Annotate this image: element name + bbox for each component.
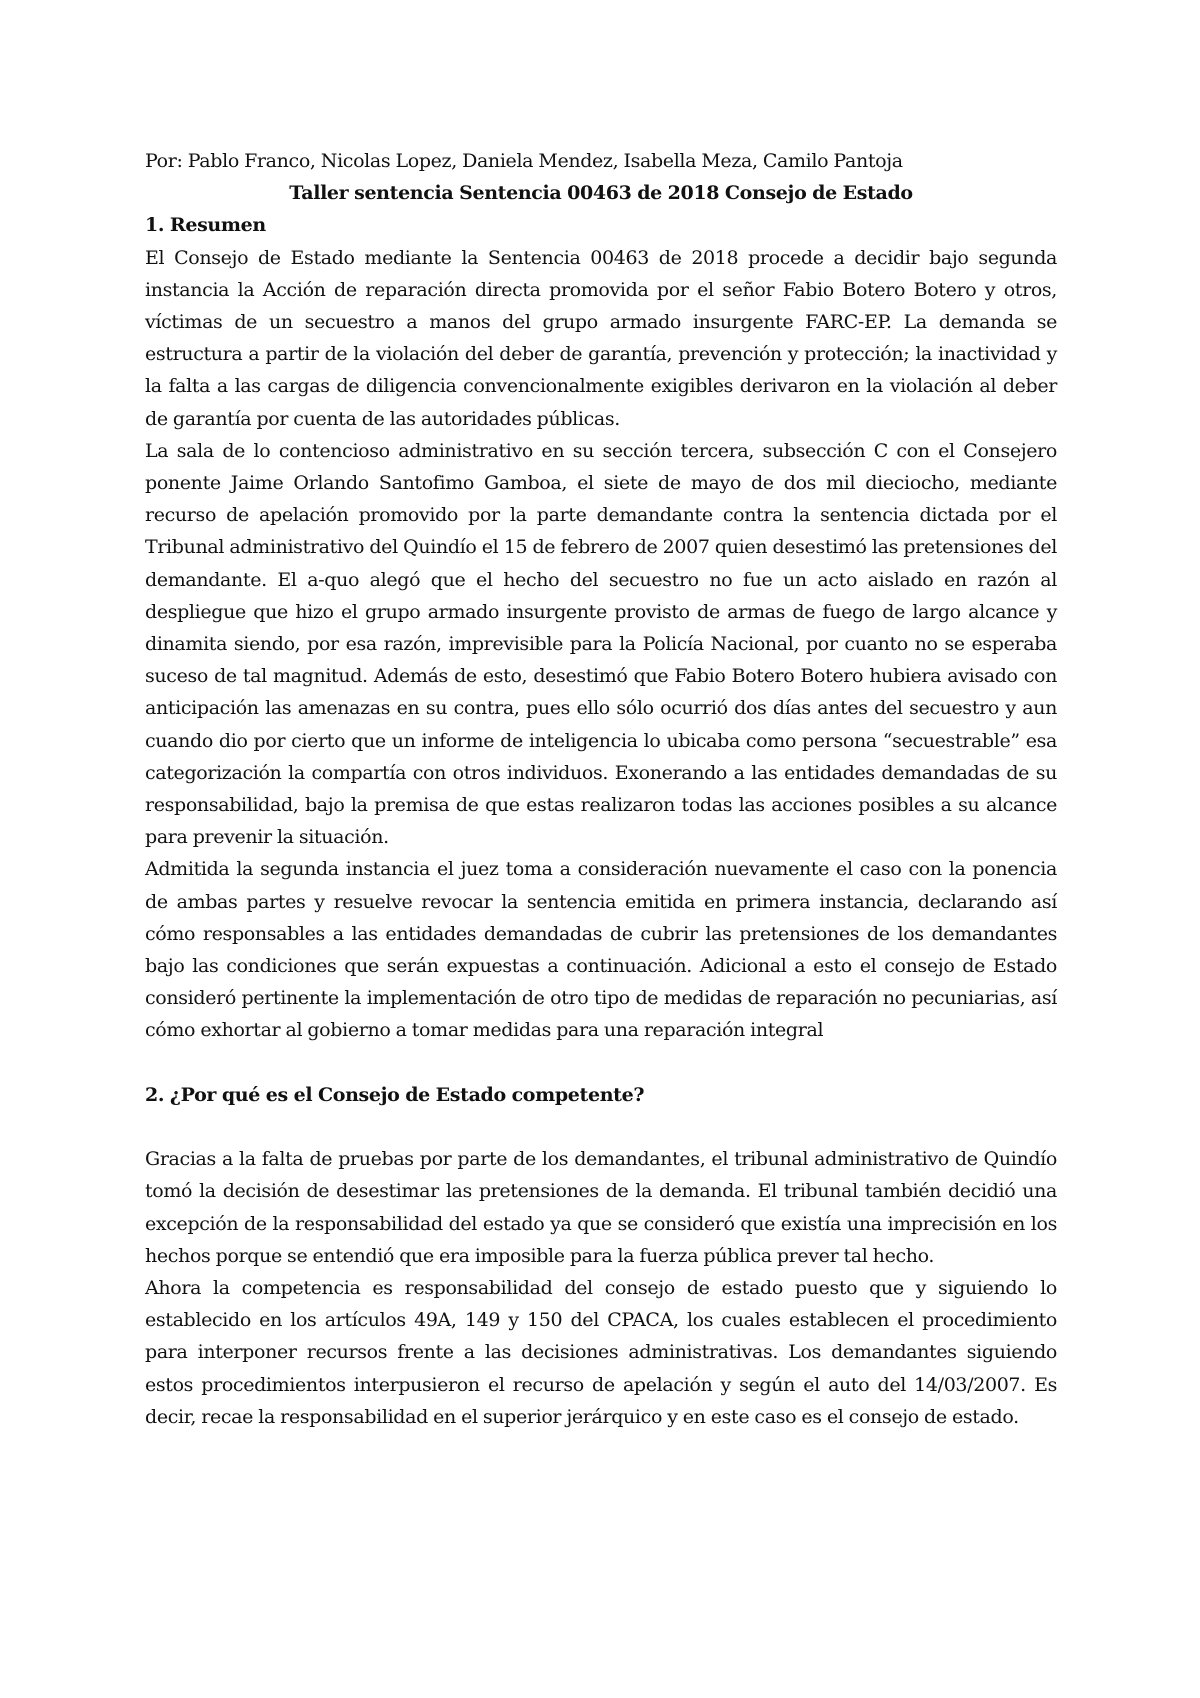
section-heading-competencia: 2. ¿Por qué es el Consejo de Estado competente?: [145, 1083, 645, 1106]
paragraph: Ahora la competencia es responsabilidad del consejo de estado puesto que y siguiendo lo establecido en los artículos 49A, 149 y 150 del CPACA, los cuales establecen el procedimiento para interponer recursos frente a las decisiones administrativas. Los demandantes siguiendo estos procedimientos interpusieron el recurso de apelación y según el auto del 14/03/2007. Es decir, recae la responsabilidad en el superior jerárquico y en este caso es el consejo de estado.: [145, 1277, 1057, 1428]
paragraph: El Consejo de Estado mediante la Sentencia 00463 de 2018 procede a decidir bajo segunda instancia la Acción de reparación directa promovida por el señor Fabio Botero Botero y otros, víctimas de un secuestro a manos del grupo armado insurgente FARC-EP. La demanda se estructura a partir de la violación del deber de garantía, prevención y protección; la inactividad y la falta a las cargas de diligencia convencionalmente exigibles derivaron en la violación al deber de garantía por cuenta de las autoridades públicas.: [145, 246, 1057, 430]
paragraph: La sala de lo contencioso administrativo en su sección tercera, subsección C con el Consejero ponente Jaime Orlando Santofimo Gamboa, el siete de mayo de dos mil dieciocho, mediante recurso de apelación promovido por la parte demandante contra la sentencia dictada por el Tribunal administrativo del Quindío el 15 de febrero de 2007 quien desestimó las pretensiones del demandante. El a-quo alegó que el hecho del secuestro no fue un acto aislado en razón al despliegue que hizo el grupo armado insurgente provisto de armas de fuego de largo alcance y dinamita siendo, por esa razón, imprevisible para la Policía Nacional, por cuanto no se esperaba suceso de tal magnitud. Además de esto, desestimó que Fabio Botero Botero hubiera avisado con anticipación las amenazas en su contra, pues ello sólo ocurrió dos días antes del secuestro y aun cuando dio por cierto que un informe de inteligencia lo ubicaba como persona “secuestrable” esa categorización la compartía con otros individuos. Exonerando a las entidades demandadas de su responsabilidad, bajo la premisa de que estas realizaron todas las acciones posibles a su alcance para prevenir la situación.: [145, 439, 1057, 849]
document-body: [145, 145, 1057, 1433]
spacer: [145, 1047, 1057, 1079]
paragraph: Gracias a la falta de pruebas por parte de los demandantes, el tribunal administrativo de Quindío tomó la decisión de desestimar las pretensiones de la demanda. El tribunal también decidió una excepción de la responsabilidad del estado ya que se consideró que existía una imprecisión en los hechos porque se entendió que era imposible para la fuerza pública prever tal hecho.: [145, 1148, 1057, 1267]
section-heading-resumen: 1. Resumen: [145, 214, 266, 237]
author-line: Por: Pablo Franco, Nicolas Lopez, Daniela Mendez, Isabella Meza, Camilo Pantoja: [145, 150, 903, 172]
document-title: Taller sentencia Sentencia 00463 de 2018 Consejo de Estado: [289, 182, 913, 205]
spacer: [145, 1111, 1057, 1143]
paragraph: Admitida la segunda instancia el juez toma a consideración nuevamente el caso con la ponencia de ambas partes y resuelve revocar la sentencia emitida en primera instancia, declarando así cómo responsables a las entidades demandadas de cubrir las pretensiones de los demandantes bajo las condiciones que serán expuestas a continuación. Adicional a esto el consejo de Estado consideró pertinente la implementación de otro tipo de medidas de reparación no pecuniarias, así cómo exhortar al gobierno a tomar medidas para una reparación integral: [145, 858, 1057, 1042]
